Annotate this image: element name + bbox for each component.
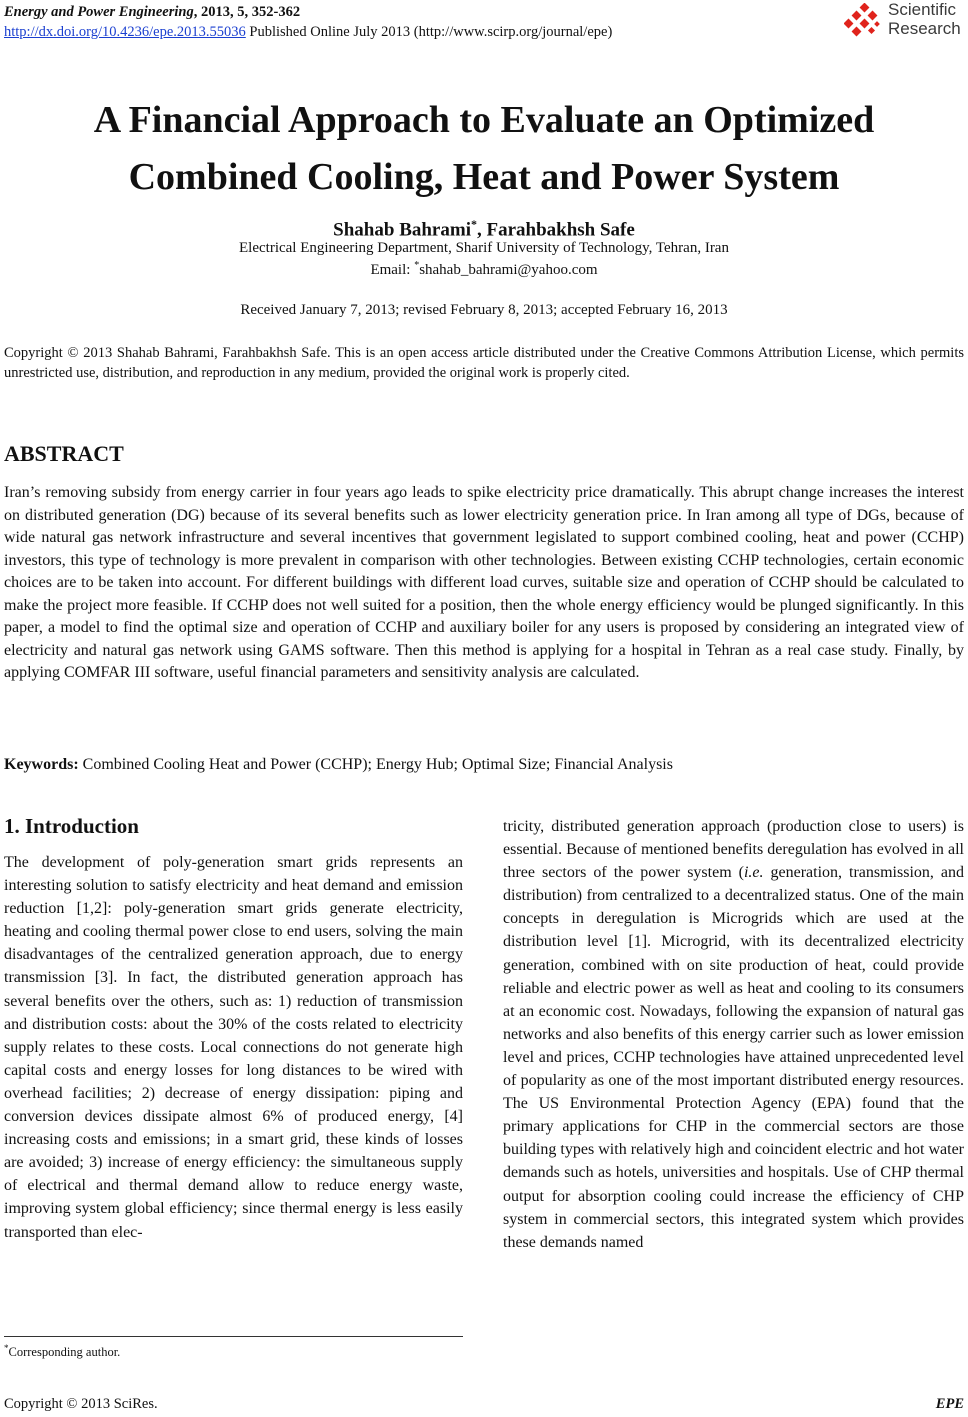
received-dates: Received January 7, 2013; revised February 8, 2013; accepted February 16, 2013 xyxy=(240,302,728,318)
paper-title-line1: A Financial Approach to Evaluate an Optimized xyxy=(93,99,875,141)
keywords-text: Combined Cooling Heat and Power (CCHP); Energy Hub; Optimal Size; Financial Analysis xyxy=(78,756,673,773)
author-list xyxy=(0,217,968,241)
author-2: , Farahbakhsh Safe xyxy=(476,219,635,241)
email-line xyxy=(0,260,968,279)
keywords xyxy=(4,756,673,774)
keywords-label: Keywords: xyxy=(4,756,79,773)
abstract-text: Iran’s removing subsidy from energy carrier in four years ago leads to spike electricity price dramatically. This abrupt change increases the interest on distributed generation (DG) because of its several benefits such as lower electricity generation price. In Iran among all type of DGs, because of wide natural gas network infrastructure and several incentives that government legislated to support combined cooling, heat and power (CCHP) investors, this type of technology is more prevalent in comparison with other technologies. Between existing CCHP technologies, certain economic choices are to be taken into account. For different buildings with different load curves, suitable size and operation of CCHP should be calculated to make the project more feasible. If CCHP does not well suited for a position, then the whole energy efficiency would be plunged significantly. In this paper, a model to find the optimal size and operation of CCHP and auxiliary boiler for any users is proposed by considering an integrated view of electricity and natural gas network using GAMS software. Then this method is applying for a hospital in Tehran as a real case study. Finally, by applying COMFAR III software, useful financial parameters and sensitivity analysis are calculated. xyxy=(4,484,964,681)
footnote-text: Corresponding author. xyxy=(8,1345,121,1360)
email-mark: * xyxy=(414,260,420,271)
publisher-logo-line1: Scientific xyxy=(888,0,957,19)
paper-title-line2: Combined Cooling, Heat and Power System xyxy=(128,156,840,198)
copyright-notice: Copyright © 2013 Shahab Bahrami, Farahbakhsh Safe. This is an open access article distributed under the Creative Commons Attribution License, which permits unrestricted use, distribution, and reproduction in any medium, provided the original work is properly cited. xyxy=(4,345,964,381)
publisher-logo xyxy=(844,0,966,44)
journal-volume: , 2013, 5, 352-362 xyxy=(193,4,301,20)
email-label: Email: xyxy=(370,262,415,278)
email-address[interactable]: shahab_bahrami@yahoo.com xyxy=(419,262,598,278)
intro-right-part-a: tricity, distributed generation approach (production close to users) is essential. Because of mentioned benefits deregulation has evolved in all three sectors of the power system ( xyxy=(503,818,964,882)
footer-journal-abbrev: EPE xyxy=(935,1396,964,1412)
doi-line xyxy=(4,22,612,42)
footnote xyxy=(4,1343,120,1360)
introduction-column-left: The development of poly-generation smart grids represents an interesting solution to satisfy electricity and heat demand and emission reduction [1,2]: poly-generation smart grids generate electricity, heating and cooling thermal power close to end users, solving the main disadvantages of the centralized generation approach, due to energy transmission [3]. In fact, the distributed generation approach has several benefits over the others, such as: 1) reduction of transmission and distribution costs: about the 30% of the costs related to electricity supply relates to these costs. Local connections do not generate high capital costs and energy losses for long distances to be wired with overhead facilities; 2) decrease of energy dissipation: piping and conversion devices dissipate almost 6% of produced energy, [4] increasing costs and emissions; in a smart grid, these kinds of losses are avoided; 3) increase of energy efficiency: the simultaneous supply of electrical and thermal demand allow to reduce energy waste, improving system global efficiency; since thermal energy is less easily transported than elec- xyxy=(4,854,463,1241)
publisher-logo-mark-icon xyxy=(844,3,884,41)
intro-right-part-b: generation, transmission, and distribution) from centralized to a decentralized status. One of the main concepts in deregulation is Microgrids which are used at the distribution level [1]. Microgrid, with its decentralized electricity generation, combined with on site production of heat, could provide reliable and electric power as well as heat and cooling to its consumers at an economic cost. Nowadays, following the expansion of natural gas networks and also benefits of this energy carrier such as lower emission level and prices, CCHP technologies have attained unprecedented level of popularity as one of the most important distributed energy resources. The US Environmental Protection Agency (EPA) found that the primary applications for CHP in the commercial sectors are those building types with relatively high and coincident electric and hot water demands such as hotels, universities and hospitals. Use of CHP thermal output for absorption cooling could increase the efficiency of CHP system in commercial sectors, this integrated system which provides these demands named xyxy=(503,864,964,1251)
corresponding-mark: * xyxy=(470,217,477,231)
introduction-column-right xyxy=(503,815,964,1254)
publisher-logo-text xyxy=(888,0,961,38)
introduction-heading: 1. Introduction xyxy=(4,814,139,838)
publisher-logo-line2: Research xyxy=(888,19,961,38)
affiliation: Electrical Engineering Department, Sharif University of Technology, Tehran, Iran xyxy=(239,240,729,256)
abstract-heading: ABSTRACT xyxy=(4,441,124,466)
footnote-mark: * xyxy=(4,1343,9,1353)
footer-copyright: Copyright © 2013 SciRes. xyxy=(4,1396,158,1412)
published-info: Published Online July 2013 (http://www.scirp.org/journal/epe) xyxy=(245,24,613,40)
intro-right-ie: i.e. xyxy=(743,864,764,882)
journal-name: Energy and Power Engineering xyxy=(4,4,194,20)
author-1: Shahab Bahrami xyxy=(333,219,471,241)
journal-header xyxy=(4,2,612,42)
journal-line xyxy=(4,2,612,22)
doi-link[interactable]: http://dx.doi.org/10.4236/epe.2013.55036 xyxy=(4,24,246,40)
paper-title xyxy=(0,92,968,206)
footnote-divider xyxy=(4,1336,463,1337)
